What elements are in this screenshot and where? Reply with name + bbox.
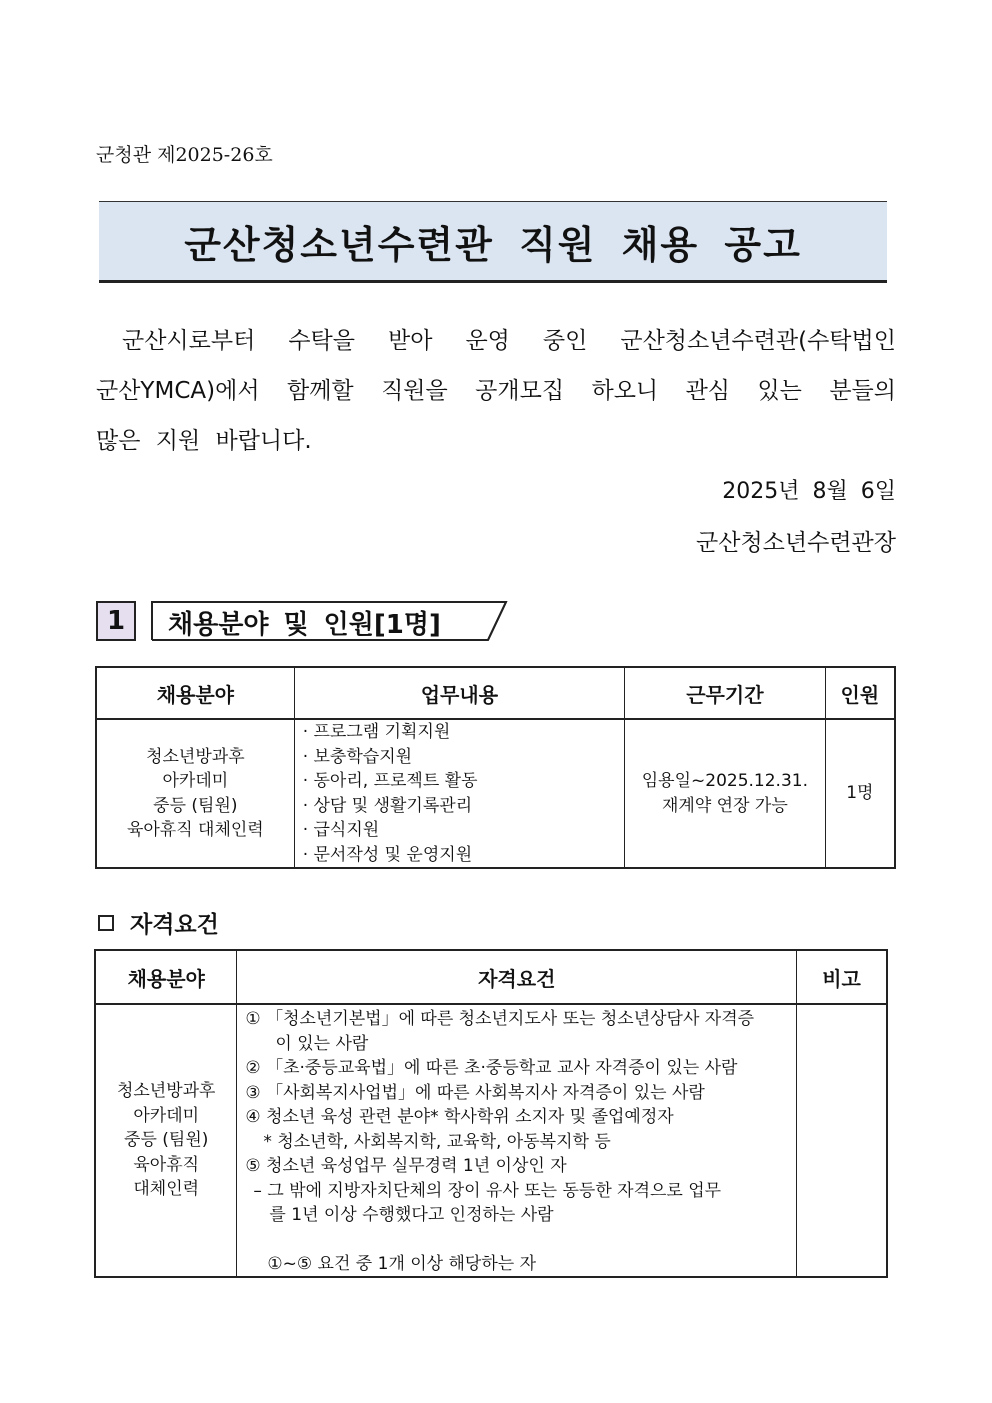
requirement-summary: ①~⑤ 요건 중 1개 이상 해당하는 자 — [267, 1253, 537, 1274]
duty-item: · 상담 및 생활기록관리 — [302, 795, 473, 816]
duty-item: · 문서작성 및 운영지원 — [302, 844, 473, 865]
intro-word: 공개모집 — [475, 378, 565, 404]
intro-word: 관심 — [685, 378, 731, 404]
title-banner — [99, 201, 887, 283]
field-cell — [95, 1004, 237, 1277]
section-title-frame — [150, 600, 510, 642]
header-field: 채용분야 — [95, 950, 237, 1004]
intro-word: 함께할 — [286, 378, 354, 404]
requirement-item-continued: 이 있는 사람 — [275, 1033, 369, 1054]
intro-word: 수탁을 — [288, 328, 355, 354]
intro-word: 있는 — [757, 378, 802, 404]
header-remark: 비고 — [797, 950, 887, 1004]
remark-cell — [797, 1004, 887, 1277]
field-line: 대체인력 — [133, 1179, 200, 1200]
table-header-row — [96, 667, 895, 719]
page-title: 군산청소년수련관 직원 채용 공고 — [184, 222, 802, 267]
header-requirements: 자격요건 — [237, 950, 797, 1004]
duties-cell — [294, 719, 624, 868]
qualifications-table — [94, 949, 888, 1278]
requirement-item: ① 「청소년기본법」에 따른 청소년지도사 또는 청소년상담사 자격증 — [245, 1009, 755, 1029]
period-line: 임용일~2025.12.31. — [641, 771, 808, 791]
spacer — [245, 1228, 788, 1252]
announcement-date: 2025년 8월 6일 — [722, 479, 896, 504]
recruitment-table — [95, 666, 896, 869]
requirement-item: ③ 「사회복지사업법」에 따른 사회복지사 자격증이 있는 사람 — [245, 1082, 705, 1103]
intro-line-1 — [96, 316, 896, 366]
intro-word: 군산YMCA)에서 — [96, 378, 260, 404]
intro-word: 운영 — [465, 328, 510, 354]
field-line: 중등 (팀원) — [124, 1130, 209, 1151]
requirement-item: ④ 청소년 육성 관련 분야* 학사학위 소지자 및 졸업예정자 — [245, 1107, 674, 1127]
intro-paragraph — [96, 316, 896, 466]
field-line: 청소년방과후 — [116, 1081, 216, 1102]
intro-word: 받아 — [388, 328, 433, 354]
requirements-cell — [237, 1004, 797, 1277]
header-duties: 업무내용 — [294, 667, 624, 719]
intro-line-2 — [96, 366, 896, 416]
field-line: 육아휴직 — [133, 1154, 200, 1175]
duty-item: · 보충학습지원 — [302, 746, 413, 767]
intro-line-3: 많은 지원 바랍니다. — [96, 428, 312, 454]
signer: 군산청소년수련관장 — [696, 530, 896, 556]
duty-item: · 프로그램 기획지원 — [302, 722, 451, 742]
field-line: 육아휴직 대체인력 — [126, 820, 264, 840]
qualifications-title: 자격요건 — [130, 912, 219, 938]
intro-word: 직원을 — [381, 378, 448, 404]
field-line: 아카데미 — [162, 771, 229, 791]
table-header-row — [95, 950, 887, 1004]
requirement-item: ② 「초·중등교육법」에 따른 초·중등학교 교사 자격증이 있는 사람 — [245, 1058, 738, 1078]
document-number: 군청관 제2025-26호 — [96, 144, 273, 166]
section-number: 1 — [96, 601, 136, 641]
requirement-sub-item-continued: 를 1년 이상 수행했다고 인정하는 사람 — [269, 1205, 554, 1225]
table-row — [96, 719, 895, 868]
duty-item: · 동아리, 프로젝트 활동 — [302, 771, 478, 791]
header-period: 근무기간 — [625, 667, 826, 719]
period-line: 재계약 연장 가능 — [661, 795, 788, 816]
field-line: 중등 (팀원) — [153, 795, 238, 816]
intro-word: 군산시로부터 — [122, 328, 256, 354]
requirement-sub-item: – 그 밖에 지방자치단체의 장이 유사 또는 동등한 자격으로 업무 — [253, 1180, 722, 1201]
intro-word: 중인 — [542, 328, 588, 354]
period-cell — [625, 719, 826, 868]
intro-word: 군산청소년수련관(수탁법인 — [620, 328, 896, 354]
table-row — [95, 1004, 887, 1277]
field-cell — [96, 719, 294, 868]
duty-item: · 급식지원 — [302, 820, 380, 840]
count-cell: 1명 — [825, 719, 895, 868]
checkbox-square-icon — [98, 915, 114, 931]
requirement-note: * 청소년학, 사회복지학, 교육학, 아동복지학 등 — [263, 1131, 611, 1152]
section-title: 채용분야 및 인원[1명] — [168, 610, 441, 640]
field-line: 청소년방과후 — [146, 746, 245, 767]
field-line: 아카데미 — [133, 1105, 200, 1126]
header-field: 채용분야 — [96, 667, 294, 719]
qualifications-heading — [96, 906, 219, 939]
header-count: 인원 — [825, 667, 895, 719]
requirement-item: ⑤ 청소년 육성업무 실무경력 1년 이상인 자 — [245, 1156, 567, 1176]
intro-word: 하오니 — [591, 378, 659, 404]
intro-word: 분들의 — [829, 378, 896, 404]
